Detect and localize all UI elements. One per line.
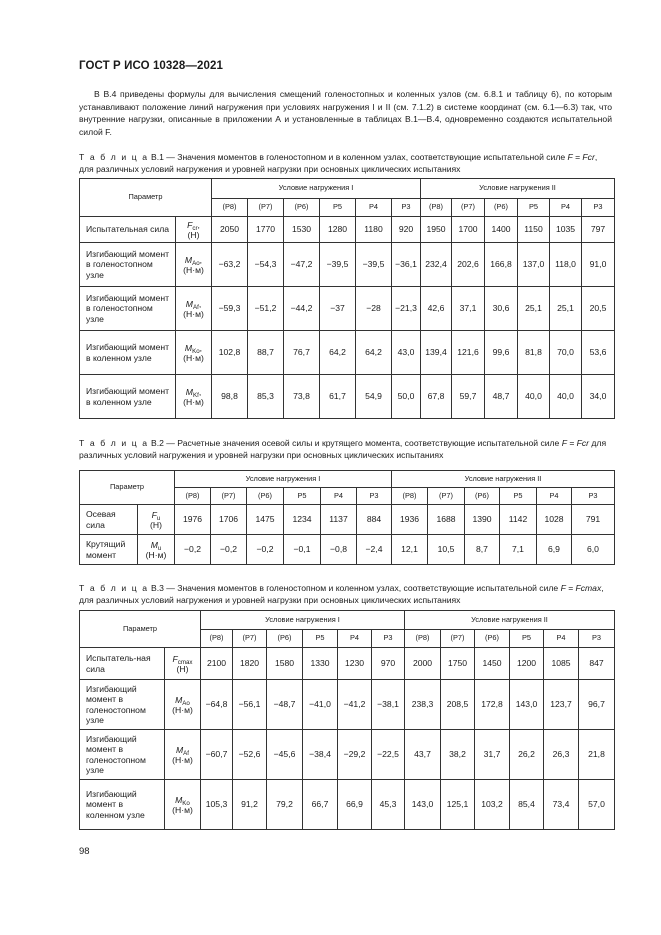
row-symbol-unit <box>176 287 212 331</box>
table-cell-value: −2,4 <box>357 535 392 565</box>
table-cell-value: 1750 <box>441 648 475 680</box>
symbol-subscript: Ao <box>192 259 200 267</box>
table3-level-0: (P8) <box>201 630 233 648</box>
table-cell-value: 25,1 <box>550 287 582 331</box>
table1-level-10: P4 <box>550 199 582 217</box>
row-unit: (Н·м) <box>183 308 204 319</box>
symbol-main: M <box>150 539 158 550</box>
table-cell-value: −59,3 <box>212 287 248 331</box>
row-parameter-name: Изгибающий момент в голеностопном узле <box>80 730 165 780</box>
table3-level-6: (P8) <box>405 630 441 648</box>
table-cell-value: 797 <box>582 217 615 243</box>
table-cell-value: −39,5 <box>320 243 356 287</box>
table-cell-value: 1085 <box>544 648 579 680</box>
row-unit: (Н·м) <box>172 704 193 715</box>
table-cell-value: 96,7 <box>579 680 615 730</box>
table3-level-10: P4 <box>544 630 579 648</box>
row-symbol-unit <box>165 680 201 730</box>
table2-level-4: P4 <box>321 488 357 505</box>
table-cell-value: 1150 <box>518 217 550 243</box>
table-row <box>80 287 615 331</box>
symbol-main: F <box>187 219 193 230</box>
table2-level-9: P5 <box>500 488 537 505</box>
table-cell-value: −47,2 <box>284 243 320 287</box>
table-cell-value: 10,5 <box>428 535 465 565</box>
table3-caption-text-b: , для различных условий нагружения и уровней нагрузки при основных циклических испытаниях <box>79 583 604 605</box>
row-symbol <box>151 540 162 550</box>
table-cell-value: 143,0 <box>405 780 441 830</box>
table-cell-value: 137,0 <box>518 243 550 287</box>
table-cell-value: 53,6 <box>582 331 615 375</box>
row-unit: (Н·м) <box>183 352 204 363</box>
symbol-main: M <box>175 744 184 755</box>
table-cell-value: 1028 <box>537 505 572 535</box>
table3-level-1: (P7) <box>233 630 267 648</box>
table-cell-value: 1706 <box>211 505 247 535</box>
table-cell-value: −28 <box>356 287 392 331</box>
row-symbol-unit <box>138 535 175 565</box>
row-unit: (Н·м) <box>145 549 167 560</box>
table-cell-value: 1475 <box>247 505 284 535</box>
table-row <box>80 535 615 565</box>
table-cell-value: 1770 <box>248 217 284 243</box>
table-row <box>80 730 615 780</box>
table2-level-6: (P8) <box>392 488 428 505</box>
row-unit: (Н·м) <box>172 804 193 815</box>
row-unit: (Н·м) <box>183 396 204 407</box>
table2-param-header: Параметр <box>80 471 175 505</box>
table-cell-value: 54,9 <box>356 375 392 419</box>
table3-level-9: P5 <box>510 630 544 648</box>
table-cell-value: 26,3 <box>544 730 579 780</box>
table-cell-value: −0,1 <box>284 535 321 565</box>
row-unit: (Н) <box>176 663 189 674</box>
table2-caption-formula: F = Fcr <box>561 438 590 448</box>
table-cell-value: −64,8 <box>201 680 233 730</box>
table-cell-value: 99,6 <box>485 331 518 375</box>
row-symbol <box>186 299 201 309</box>
symbol-main: F <box>172 653 178 664</box>
table-cell-value: 26,2 <box>510 730 544 780</box>
table-cell-value: 76,7 <box>284 331 320 375</box>
table-cell-value: 1280 <box>320 217 356 243</box>
table2-level-5: P3 <box>357 488 392 505</box>
table-cell-value: −63,2 <box>212 243 248 287</box>
table1-caption-formula: F = Fcr <box>567 152 595 162</box>
table3-level-4: P4 <box>338 630 372 648</box>
table2-condition-1: Условие нагружения I <box>175 471 392 488</box>
table-cell-value: 45,3 <box>372 780 405 830</box>
row-parameter-name: Изгибающий момент в коленном узле <box>80 331 176 375</box>
intro-text: В В.4 приведены формулы для вычисления смещений голеностопных и коленных узлов (см. 6.8.1 и таблицу 6), по которым устанавливают положение линий нагружения при условиях нагружения I и II (см. 7.1.2) в системе координат (см. 6.1—6.3) так, что внутренние нагрузки, описанные в приложении А и установленные в таблицах В.1—В.4, одновременно создаются испытательной силой F. <box>79 89 612 137</box>
table-cell-value: −22,5 <box>372 730 405 780</box>
table-cell-value: 31,7 <box>475 730 510 780</box>
table-cell-value: 64,2 <box>320 331 356 375</box>
table1-caption <box>79 152 614 175</box>
table1-param-header: Параметр <box>80 179 212 217</box>
table-cell-value: 103,2 <box>475 780 510 830</box>
table1-level-4: P4 <box>356 199 392 217</box>
table-cell-value: −45,6 <box>267 730 303 780</box>
table-cell-value: −54,3 <box>248 243 284 287</box>
row-parameter-name: Крутящий момент <box>80 535 138 565</box>
row-symbol-unit <box>138 505 175 535</box>
row-parameter-name: Испытатель-ная сила <box>80 648 165 680</box>
table3-level-8: (P6) <box>475 630 510 648</box>
table-cell-value: −0,2 <box>175 535 211 565</box>
table-cell-value: 85,3 <box>248 375 284 419</box>
table-cell-value: −44,2 <box>284 287 320 331</box>
row-symbol <box>176 745 189 755</box>
table1-condition-1: Условие нагружения I <box>212 179 421 199</box>
table-cell-value: 143,0 <box>510 680 544 730</box>
table-cell-value: 7,1 <box>500 535 537 565</box>
row-unit: (Н·м) <box>183 264 204 275</box>
table2-caption-text-b: для различных условий нагружения и уровней нагрузки при основных циклических испытаниях <box>79 438 607 460</box>
table-cell-value: 884 <box>357 505 392 535</box>
table2-caption <box>79 438 614 461</box>
table3-caption-text-a: В.3 — Значения моментов в голеностопном и коленном узлах, соответствующие испытательной силе <box>148 583 561 593</box>
row-symbol <box>172 654 192 664</box>
table-cell-value: 105,3 <box>201 780 233 830</box>
row-symbol <box>185 255 202 265</box>
table-cell-value: 91,0 <box>582 243 615 287</box>
symbol-subscript: Af <box>183 749 190 757</box>
table-cell-value: −48,7 <box>267 680 303 730</box>
page-number: 98 <box>79 846 90 857</box>
symbol-subscript: u <box>156 514 161 522</box>
row-unit: (Н) <box>150 519 162 530</box>
table-cell-value: 2100 <box>201 648 233 680</box>
table-cell-value: 123,7 <box>544 680 579 730</box>
table1-level-3: P5 <box>320 199 356 217</box>
table-cell-value: 48,7 <box>485 375 518 419</box>
table-cell-value: 61,7 <box>320 375 356 419</box>
table-cell-value: 1950 <box>421 217 452 243</box>
table-cell-value: 232,4 <box>421 243 452 287</box>
table1-level-9: P5 <box>518 199 550 217</box>
table-cell-value: 40,0 <box>518 375 550 419</box>
table-cell-value: 1530 <box>284 217 320 243</box>
table-cell-value: 40,0 <box>550 375 582 419</box>
row-parameter-name: Изгибающий момент в коленном узле <box>80 780 165 830</box>
table-cell-value: 66,9 <box>338 780 372 830</box>
table-cell-value: 166,8 <box>485 243 518 287</box>
table-cell-value: 66,7 <box>303 780 338 830</box>
table-cell-value: 2000 <box>405 648 441 680</box>
table-cell-value: −51,2 <box>248 287 284 331</box>
table-cell-value: 1450 <box>475 648 510 680</box>
table-cell-value: 43,7 <box>405 730 441 780</box>
table-cell-value: 238,3 <box>405 680 441 730</box>
table-cell-value: 1580 <box>267 648 303 680</box>
table-cell-value: 1390 <box>465 505 500 535</box>
table-cell-value: 1330 <box>303 648 338 680</box>
document-header: ГОСТ Р ИСО 10328—2021 <box>79 60 224 72</box>
table-cell-value: 118,0 <box>550 243 582 287</box>
table2-level-7: (P7) <box>428 488 465 505</box>
symbol-subscript: Af <box>192 303 199 311</box>
table-cell-value: 43,0 <box>392 331 421 375</box>
table1-level-1: (P7) <box>248 199 284 217</box>
table1-level-0: (P8) <box>212 199 248 217</box>
symbol-main: M <box>185 298 193 309</box>
table-cell-value: 121,6 <box>452 331 485 375</box>
row-symbol-unit <box>165 730 201 780</box>
table2-level-10: P4 <box>537 488 572 505</box>
symbol-tail: , <box>198 386 202 397</box>
table-cell-value: −60,7 <box>201 730 233 780</box>
table3-label: Т а б л и ц а <box>79 583 149 593</box>
symbol-subscript: Ko <box>182 799 190 807</box>
table-cell-value: 12,1 <box>392 535 428 565</box>
table-cell-value: 42,6 <box>421 287 452 331</box>
table-cell-value: −41,0 <box>303 680 338 730</box>
symbol-tail: , <box>199 342 203 353</box>
row-parameter-name: Испытательная сила <box>80 217 176 243</box>
table-cell-value: 1688 <box>428 505 465 535</box>
table3-caption-formula: F = Fcmax <box>560 583 602 593</box>
table1-level-2: (P6) <box>284 199 320 217</box>
table-cell-value: 20,5 <box>582 287 615 331</box>
table-cell-value: 125,1 <box>441 780 475 830</box>
table-cell-value: −38,4 <box>303 730 338 780</box>
symbol-tail: , <box>199 254 203 265</box>
table-cell-value: 6,0 <box>572 535 615 565</box>
table-cell-value: −41,2 <box>338 680 372 730</box>
table3-level-5: P3 <box>372 630 405 648</box>
table-cell-value: 91,2 <box>233 780 267 830</box>
table-cell-value: 202,6 <box>452 243 485 287</box>
table1-level-7: (P7) <box>452 199 485 217</box>
table1-label: Т а б л и ц а <box>79 152 149 162</box>
table-cell-value: 1230 <box>338 648 372 680</box>
table-cell-value: 50,0 <box>392 375 421 419</box>
row-parameter-name: Изгибающий момент в голеностопном узле <box>80 287 176 331</box>
table-cell-value: 30,6 <box>485 287 518 331</box>
table1-condition-2: Условие нагружения II <box>421 179 615 199</box>
symbol-main: M <box>184 342 193 353</box>
row-symbol-unit <box>165 648 201 680</box>
table3-level-7: (P7) <box>441 630 475 648</box>
table-cell-value: 8,7 <box>465 535 500 565</box>
intro-paragraph <box>79 88 612 138</box>
table-cell-value: 59,7 <box>452 375 485 419</box>
table-cell-value: 70,0 <box>550 331 582 375</box>
symbol-main: F <box>151 509 157 520</box>
table-cell-value: −21,3 <box>392 287 421 331</box>
table-cell-value: 6,9 <box>537 535 572 565</box>
table-row <box>80 648 615 680</box>
table-cell-value: 81,8 <box>518 331 550 375</box>
table-cell-value: 1180 <box>356 217 392 243</box>
row-symbol-unit <box>165 780 201 830</box>
row-symbol <box>152 510 161 520</box>
table-row <box>80 375 615 419</box>
table-cell-value: 1936 <box>392 505 428 535</box>
table1 <box>79 178 615 419</box>
table2-level-3: P5 <box>284 488 321 505</box>
symbol-subscript: u <box>157 544 162 552</box>
table-cell-value: 2050 <box>212 217 248 243</box>
table2-level-0: (P8) <box>175 488 211 505</box>
table1-level-5: P3 <box>392 199 421 217</box>
table2-caption-text-a: В.2 — Расчетные значения осевой силы и крутящего момента, соответствующие испытательной силе <box>148 438 562 448</box>
table-cell-value: −39,5 <box>356 243 392 287</box>
row-unit: (Н·м) <box>172 754 193 765</box>
table-cell-value: 73,4 <box>544 780 579 830</box>
table-row <box>80 680 615 730</box>
table-cell-value: 73,8 <box>284 375 320 419</box>
table-cell-value: −52,6 <box>233 730 267 780</box>
symbol-main: M <box>184 254 193 265</box>
table-cell-value: 102,8 <box>212 331 248 375</box>
row-parameter-name: Изгибающий момент в голеностопном узле <box>80 680 165 730</box>
table-cell-value: −37 <box>320 287 356 331</box>
row-symbol <box>175 695 190 705</box>
table1-caption-text-b: , для различных условий нагружения и уровней нагрузки при основных циклических испытаниях <box>79 152 598 174</box>
table-cell-value: 1700 <box>452 217 485 243</box>
table-cell-value: 57,0 <box>579 780 615 830</box>
table-cell-value: 970 <box>372 648 405 680</box>
table-row <box>80 217 615 243</box>
table-cell-value: 67,8 <box>421 375 452 419</box>
row-symbol <box>175 795 190 805</box>
row-symbol <box>186 387 201 397</box>
table-cell-value: 791 <box>572 505 615 535</box>
table2-level-8: (P6) <box>465 488 500 505</box>
table-cell-value: −38,1 <box>372 680 405 730</box>
table-cell-value: 1200 <box>510 648 544 680</box>
row-symbol-unit <box>176 331 212 375</box>
symbol-tail: , <box>198 298 202 309</box>
symbol-tail: , <box>197 219 200 230</box>
table3-condition-1: Условие нагружения I <box>201 611 405 630</box>
row-symbol <box>187 220 200 230</box>
table-cell-value: 847 <box>579 648 615 680</box>
symbol-subscript: cmax <box>177 658 193 666</box>
table-cell-value: −0,2 <box>247 535 284 565</box>
table1-caption-text-a: В.1 — Значения моментов в голеностопном и в коленном узлах, соответствующие испытательной силе <box>148 152 568 162</box>
table3-param-header: Параметр <box>80 611 201 648</box>
table2-label: Т а б л и ц а <box>79 438 149 448</box>
table-cell-value: 1976 <box>175 505 211 535</box>
table-cell-value: −0,2 <box>211 535 247 565</box>
table3-level-3: P5 <box>303 630 338 648</box>
symbol-main: M <box>185 386 193 397</box>
symbol-main: M <box>175 794 183 805</box>
symbol-subscript: Ao <box>182 699 190 707</box>
table3 <box>79 610 615 830</box>
row-symbol-unit <box>176 217 212 243</box>
table-cell-value: 88,7 <box>248 331 284 375</box>
table3-caption <box>79 583 614 606</box>
table-row <box>80 243 615 287</box>
table3-level-2: (P6) <box>267 630 303 648</box>
symbol-subscript: cr <box>192 224 198 232</box>
table1-level-6: (P8) <box>421 199 452 217</box>
table-cell-value: 1234 <box>284 505 321 535</box>
table-cell-value: 1137 <box>321 505 357 535</box>
row-symbol-unit <box>176 375 212 419</box>
table-cell-value: 920 <box>392 217 421 243</box>
table-cell-value: 1820 <box>233 648 267 680</box>
table-cell-value: 37,1 <box>452 287 485 331</box>
table-cell-value: 98,8 <box>212 375 248 419</box>
table-cell-value: 1035 <box>550 217 582 243</box>
table-cell-value: 79,2 <box>267 780 303 830</box>
table-cell-value: 1142 <box>500 505 537 535</box>
table-cell-value: −29,2 <box>338 730 372 780</box>
table3-level-11: P3 <box>579 630 615 648</box>
table-cell-value: 21,8 <box>579 730 615 780</box>
row-parameter-name: Осевая сила <box>80 505 138 535</box>
table-cell-value: 172,8 <box>475 680 510 730</box>
row-parameter-name: Изгибающий момент в коленном узле <box>80 375 176 419</box>
row-symbol-unit <box>176 243 212 287</box>
row-unit: (Н) <box>187 229 200 240</box>
table-cell-value: 38,2 <box>441 730 475 780</box>
table-cell-value: 85,4 <box>510 780 544 830</box>
symbol-main: M <box>175 694 183 705</box>
row-symbol <box>185 343 202 353</box>
table3-condition-2: Условие нагружения II <box>405 611 615 630</box>
table-cell-value: 139,4 <box>421 331 452 375</box>
table2 <box>79 470 615 565</box>
table2-level-2: (P6) <box>247 488 284 505</box>
table-row <box>80 331 615 375</box>
row-parameter-name: Изгибающий момент в голеностопном узле <box>80 243 176 287</box>
table1-level-8: (P6) <box>485 199 518 217</box>
symbol-subscript: Ko <box>192 347 200 355</box>
table-row <box>80 505 615 535</box>
table-cell-value: 1400 <box>485 217 518 243</box>
symbol-subscript: Kf <box>192 391 199 399</box>
table2-condition-2: Условие нагружения II <box>392 471 615 488</box>
table-cell-value: 64,2 <box>356 331 392 375</box>
table-cell-value: 208,5 <box>441 680 475 730</box>
table-cell-value: 25,1 <box>518 287 550 331</box>
table-cell-value: −0,8 <box>321 535 357 565</box>
table-cell-value: −56,1 <box>233 680 267 730</box>
table-cell-value: −36,1 <box>392 243 421 287</box>
table2-level-1: (P7) <box>211 488 247 505</box>
table-row <box>80 780 615 830</box>
table-cell-value: 34,0 <box>582 375 615 419</box>
table1-level-11: P3 <box>582 199 615 217</box>
table2-level-11: P3 <box>572 488 615 505</box>
